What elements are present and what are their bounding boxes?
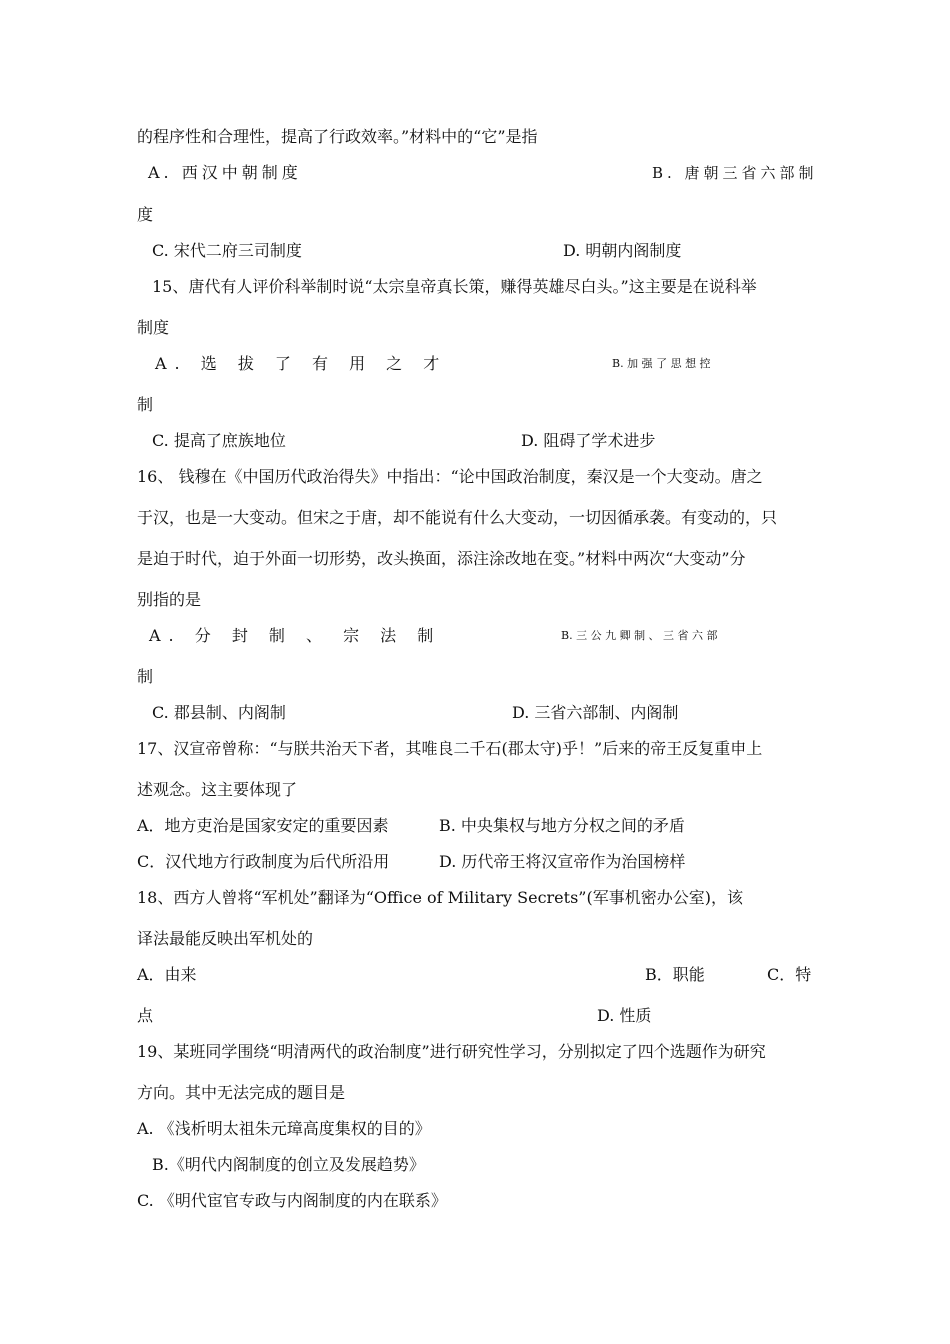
q17-option-d: D. 历代帝王将汉宣帝作为治国榜样: [439, 852, 686, 871]
q18-option-d: D. 性质: [597, 1006, 652, 1025]
q19-option-c: C. 《明代宦官专政与内阁制度的内在联系》: [137, 1191, 447, 1210]
q14-option-b-wrap: 度: [137, 205, 154, 224]
q16-option-b-wrap: 制: [137, 667, 154, 686]
q14-option-a: A. 西汉中朝制度: [148, 163, 302, 182]
q14-option-d: D. 明朝内阁制度: [563, 241, 682, 260]
q18-option-a: A．由来: [137, 965, 197, 984]
q15-option-b: B. 加 强 了 思 想 控: [612, 357, 711, 370]
q14-stem-tail: 的程序性和合理性，提高了行政效率。”材料中的“它”是指: [137, 127, 538, 146]
q17-stem-line2: 述观念。这主要体现了: [137, 780, 298, 799]
q16-option-a: A. 分 封 制 、 宗 法 制: [149, 626, 442, 645]
q17-option-a: A．地方吏治是国家安定的重要因素: [137, 816, 389, 835]
q18-stem-line2: 译法最能反映出军机处的: [137, 929, 314, 948]
q19-stem-line2: 方向。其中无法完成的题目是: [137, 1083, 346, 1102]
q14-option-c: C. 宋代二府三司制度: [152, 241, 302, 260]
q16-stem-line4: 别指的是: [137, 590, 202, 609]
q19-option-b: B.《明代内阁制度的创立及发展趋势》: [152, 1155, 425, 1174]
q16-option-c: C. 郡县制、内阁制: [152, 703, 286, 722]
q18-option-b: B．职能: [645, 965, 705, 984]
q15-option-a: A. 选 拔 了 有 用 之 才: [155, 354, 448, 373]
q16-option-d: D. 三省六部制、内阁制: [512, 703, 679, 722]
q19-option-a: A. 《浅析明太祖朱元璋高度集权的目的》: [137, 1119, 431, 1138]
q16-option-b: B. 三 公 九 卿 制 、 三 省 六 部: [561, 629, 718, 642]
q18-option-c: C．特: [767, 965, 812, 984]
q15-option-b-wrap: 制: [137, 395, 154, 414]
q16-stem-line2: 于汉，也是一大变动。但宋之于唐，却不能说有什么大变动，一切因循承袭。有变动的，只: [137, 508, 778, 527]
q15-stem-line2: 制度: [137, 318, 170, 337]
q15-option-d: D. 阻碍了学术进步: [521, 431, 656, 450]
q18-stem-line1: 18、西方人曾将“军机处”翻译为“Office of Military Secrets”(军事机密办公室)，该: [137, 888, 743, 907]
q15-option-c: C. 提高了庶族地位: [152, 431, 286, 450]
q18-option-c-wrap: 点: [137, 1006, 154, 1025]
q14-option-b: B. 唐朝三省六部制: [652, 164, 818, 182]
q15-stem-line1: 15、唐代有人评价科举制时说“太宗皇帝真长策，赚得英雄尽白头。”这主要是在说科举: [152, 277, 757, 296]
q19-stem-line1: 19、某班同学围绕“明清两代的政治制度”进行研究性学习，分别拟定了四个选题作为研究: [137, 1042, 766, 1061]
q17-option-b: B. 中央集权与地方分权之间的矛盾: [439, 816, 685, 835]
q16-stem-line1: 16、 钱穆在《中国历代政治得失》中指出：“论中国政治制度，秦汉是一个大变动。唐之: [137, 467, 763, 486]
q16-stem-line3: 是迫于时代，迫于外面一切形势，改头换面，添注涂改地在变。”材料中两次“大变动”分: [137, 549, 746, 568]
q17-stem-line1: 17、汉宣帝曾称：“与朕共治天下者，其唯良二千石(郡太守)乎！”后来的帝王反复重申上: [137, 739, 763, 758]
q17-option-c: C．汉代地方行政制度为后代所沿用: [137, 852, 390, 871]
